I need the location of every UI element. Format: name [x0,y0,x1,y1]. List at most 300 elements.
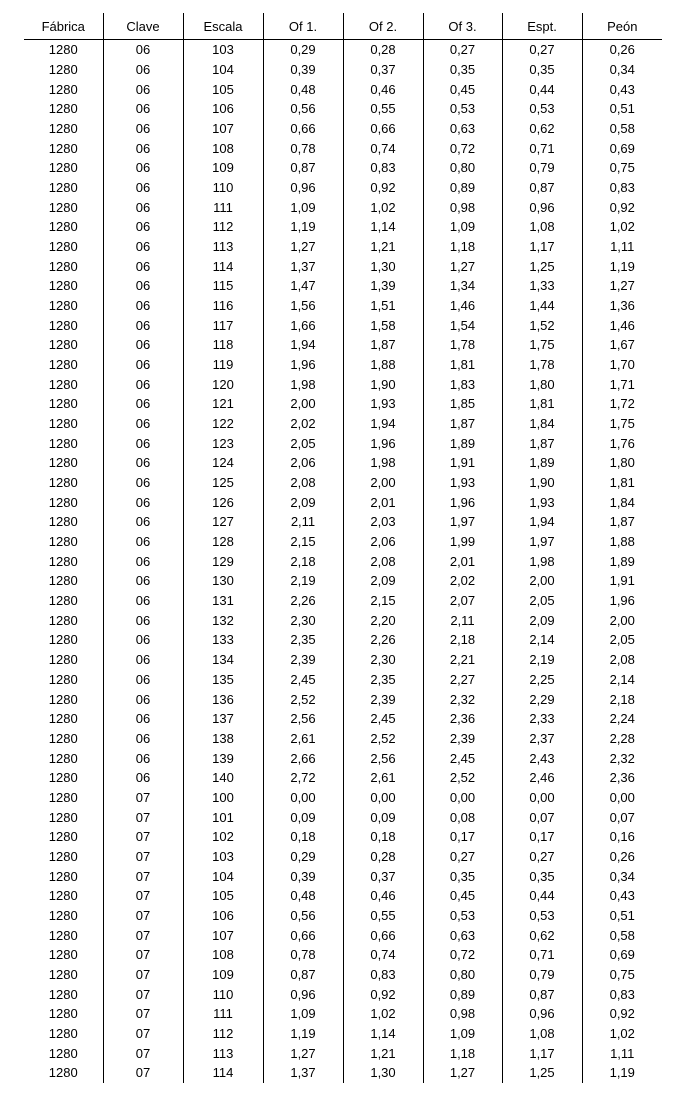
cell-escala: 110 [183,984,263,1004]
wage-scale-table [24,13,662,1083]
cell-peon: 0,69 [582,138,662,158]
cell-clave: 07 [103,1063,183,1083]
cell-of1: 0,00 [263,788,343,808]
cell-fabrica: 1280 [48,101,78,117]
cell-peon: 1,71 [582,374,662,394]
cell-espt: 0,87 [502,178,582,198]
cell-of1: 0,18 [263,827,343,847]
cell-of3: 1,93 [423,473,502,493]
table-row [24,158,662,178]
cell-espt: 1,17 [502,1043,582,1063]
cell-espt: 1,89 [502,453,582,473]
cell-fabrica: 1280 [48,357,78,373]
cell-of2: 0,55 [343,906,423,926]
cell-of1: 0,66 [263,119,343,139]
cell-of3: 0,63 [423,119,502,139]
table-row [24,119,662,139]
cell-of3: 1,78 [423,335,502,355]
cell-clave: 06 [103,670,183,690]
cell-fabrica: 1280 [48,868,78,884]
cell-of3: 1,27 [423,256,502,276]
cell-escala: 123 [183,433,263,453]
cell-clave: 06 [103,709,183,729]
cell-peon: 0,00 [582,788,662,808]
cell-escala: 102 [183,827,263,847]
cell-escala: 114 [183,256,263,276]
cell-escala: 112 [183,217,263,237]
table-row [24,788,662,808]
cell-peon: 1,11 [582,237,662,257]
cell-espt: 0,27 [502,40,582,60]
cell-of3: 0,72 [423,945,502,965]
cell-of2: 0,09 [343,807,423,827]
cell-espt: 0,62 [502,119,582,139]
cell-fabrica: 1280 [48,789,78,805]
cell-of1: 0,29 [263,40,343,60]
cell-fabrica: 1280 [48,1065,78,1081]
cell-fabrica: 1280 [48,239,78,255]
cell-of1: 0,87 [263,158,343,178]
cell-of1: 1,96 [263,355,343,375]
cell-espt: 1,94 [502,512,582,532]
cell-of3: 1,34 [423,276,502,296]
column-header-fabrica: Fábrica [24,13,103,40]
cell-escala: 136 [183,689,263,709]
cell-clave: 06 [103,414,183,434]
cell-fabrica: 1280 [48,848,78,864]
cell-of2: 2,30 [343,650,423,670]
cell-of3: 0,35 [423,866,502,886]
cell-of3: 1,96 [423,492,502,512]
cell-fabrica: 1280 [48,278,78,294]
cell-espt: 0,87 [502,984,582,1004]
cell-of2: 1,21 [343,237,423,257]
cell-of1: 2,26 [263,591,343,611]
cell-escala: 124 [183,453,263,473]
cell-espt: 2,14 [502,630,582,650]
table-header [24,13,662,40]
cell-escala: 111 [183,1004,263,1024]
cell-of3: 1,99 [423,532,502,552]
cell-clave: 07 [103,847,183,867]
cell-fabrica: 1280 [48,966,78,982]
cell-peon: 0,69 [582,945,662,965]
cell-fabrica: 1280 [48,1006,78,1022]
cell-peon: 0,75 [582,965,662,985]
cell-of1: 2,06 [263,453,343,473]
table-row [24,256,662,276]
cell-peon: 2,36 [582,768,662,788]
cell-fabrica: 1280 [48,691,78,707]
cell-espt: 1,33 [502,276,582,296]
cell-of1: 2,09 [263,492,343,512]
table-body [24,40,662,1083]
cell-clave: 06 [103,729,183,749]
cell-espt: 2,29 [502,689,582,709]
cell-peon: 1,70 [582,355,662,375]
cell-peon: 1,89 [582,551,662,571]
column-header-of2: Of 2. [343,13,423,40]
cell-of1: 2,02 [263,414,343,434]
cell-clave: 06 [103,453,183,473]
cell-fabrica: 1280 [48,593,78,609]
cell-of1: 1,27 [263,1043,343,1063]
cell-fabrica: 1280 [48,514,78,530]
cell-of2: 0,37 [343,60,423,80]
cell-of1: 2,39 [263,650,343,670]
table-row [24,433,662,453]
cell-escala: 139 [183,748,263,768]
cell-espt: 1,97 [502,532,582,552]
cell-of1: 2,00 [263,394,343,414]
cell-fabrica: 1280 [48,986,78,1002]
cell-of2: 1,51 [343,296,423,316]
table-row [24,473,662,493]
cell-of3: 2,18 [423,630,502,650]
cell-of3: 2,39 [423,729,502,749]
cell-espt: 0,35 [502,60,582,80]
cell-peon: 0,51 [582,99,662,119]
cell-peon: 0,92 [582,197,662,217]
cell-espt: 1,98 [502,551,582,571]
cell-of3: 1,54 [423,315,502,335]
cell-espt: 0,53 [502,99,582,119]
cell-escala: 104 [183,60,263,80]
cell-of3: 2,27 [423,670,502,690]
cell-espt: 1,81 [502,394,582,414]
cell-fabrica: 1280 [48,612,78,628]
cell-peon: 0,34 [582,60,662,80]
cell-of3: 0,80 [423,965,502,985]
table-row [24,847,662,867]
cell-of2: 2,39 [343,689,423,709]
cell-of2: 1,39 [343,276,423,296]
cell-clave: 06 [103,610,183,630]
cell-clave: 06 [103,571,183,591]
cell-of1: 0,56 [263,99,343,119]
cell-of3: 2,07 [423,591,502,611]
cell-espt: 1,80 [502,374,582,394]
cell-clave: 06 [103,433,183,453]
column-header-of3: Of 3. [423,13,502,40]
cell-clave: 06 [103,768,183,788]
cell-clave: 06 [103,591,183,611]
cell-peon: 2,28 [582,729,662,749]
cell-clave: 06 [103,492,183,512]
cell-of1: 0,48 [263,886,343,906]
table-row [24,414,662,434]
table-row [24,630,662,650]
cell-escala: 112 [183,1024,263,1044]
cell-peon: 1,67 [582,335,662,355]
table-row [24,315,662,335]
cell-of3: 2,21 [423,650,502,670]
cell-peon: 1,19 [582,1063,662,1083]
cell-of2: 1,87 [343,335,423,355]
cell-of1: 0,96 [263,178,343,198]
header-row [24,13,662,40]
cell-clave: 06 [103,355,183,375]
cell-espt: 1,93 [502,492,582,512]
table-row [24,1063,662,1083]
cell-clave: 06 [103,532,183,552]
cell-fabrica: 1280 [48,652,78,668]
cell-fabrica: 1280 [48,888,78,904]
cell-espt: 0,17 [502,827,582,847]
cell-of2: 2,06 [343,532,423,552]
cell-fabrica: 1280 [48,730,78,746]
cell-of3: 0,80 [423,158,502,178]
cell-of2: 0,28 [343,40,423,60]
cell-peon: 1,19 [582,256,662,276]
table-row [24,906,662,926]
cell-espt: 2,37 [502,729,582,749]
cell-escala: 109 [183,158,263,178]
cell-of2: 0,46 [343,79,423,99]
cell-peon: 0,07 [582,807,662,827]
cell-fabrica: 1280 [48,671,78,687]
cell-peon: 0,83 [582,984,662,1004]
cell-espt: 0,44 [502,886,582,906]
cell-peon: 2,14 [582,670,662,690]
cell-clave: 07 [103,886,183,906]
cell-of3: 0,27 [423,847,502,867]
cell-of1: 1,27 [263,237,343,257]
table-row [24,709,662,729]
cell-clave: 07 [103,866,183,886]
table-row [24,768,662,788]
cell-of2: 0,83 [343,965,423,985]
table-row [24,748,662,768]
cell-of3: 1,91 [423,453,502,473]
cell-of1: 0,09 [263,807,343,827]
cell-of2: 2,56 [343,748,423,768]
table-row [24,827,662,847]
cell-espt: 2,00 [502,571,582,591]
cell-of1: 2,66 [263,748,343,768]
cell-of1: 2,11 [263,512,343,532]
cell-escala: 103 [183,40,263,60]
cell-of3: 0,45 [423,79,502,99]
cell-of1: 2,72 [263,768,343,788]
cell-of3: 0,00 [423,788,502,808]
cell-of1: 2,18 [263,551,343,571]
cell-peon: 1,80 [582,453,662,473]
cell-of2: 2,61 [343,768,423,788]
cell-peon: 1,75 [582,414,662,434]
cell-of3: 0,35 [423,60,502,80]
cell-espt: 1,17 [502,237,582,257]
cell-peon: 0,92 [582,1004,662,1024]
cell-clave: 06 [103,237,183,257]
cell-peon: 1,46 [582,315,662,335]
cell-fabrica: 1280 [48,770,78,786]
table-row [24,650,662,670]
cell-clave: 06 [103,512,183,532]
cell-of1: 2,15 [263,532,343,552]
cell-of2: 2,35 [343,670,423,690]
cell-of2: 2,26 [343,630,423,650]
cell-clave: 07 [103,827,183,847]
cell-of1: 1,66 [263,315,343,335]
cell-fabrica: 1280 [48,907,78,923]
cell-clave: 06 [103,296,183,316]
cell-espt: 0,00 [502,788,582,808]
cell-of2: 2,45 [343,709,423,729]
cell-espt: 0,44 [502,79,582,99]
cell-of1: 1,09 [263,1004,343,1024]
cell-espt: 0,79 [502,965,582,985]
cell-of3: 2,45 [423,748,502,768]
cell-clave: 06 [103,630,183,650]
cell-peon: 2,32 [582,748,662,768]
cell-escala: 110 [183,178,263,198]
cell-of3: 0,45 [423,886,502,906]
cell-of2: 0,00 [343,788,423,808]
cell-fabrica: 1280 [48,1045,78,1061]
cell-escala: 114 [183,1063,263,1083]
cell-fabrica: 1280 [48,1025,78,1041]
cell-of2: 1,90 [343,374,423,394]
cell-escala: 103 [183,847,263,867]
cell-of1: 2,19 [263,571,343,591]
cell-escala: 130 [183,571,263,591]
cell-of3: 1,27 [423,1063,502,1083]
cell-peon: 1,96 [582,591,662,611]
cell-clave: 07 [103,965,183,985]
cell-espt: 1,52 [502,315,582,335]
table-row [24,925,662,945]
cell-of2: 0,66 [343,119,423,139]
cell-fabrica: 1280 [48,711,78,727]
cell-fabrica: 1280 [48,121,78,137]
cell-clave: 06 [103,79,183,99]
cell-fabrica: 1280 [48,376,78,392]
cell-fabrica: 1280 [48,298,78,314]
table-row [24,237,662,257]
cell-of1: 0,29 [263,847,343,867]
cell-peon: 0,26 [582,40,662,60]
column-header-escala: Escala [183,13,263,40]
cell-clave: 06 [103,650,183,670]
cell-escala: 127 [183,512,263,532]
cell-of3: 0,89 [423,178,502,198]
cell-escala: 107 [183,925,263,945]
cell-escala: 115 [183,276,263,296]
cell-fabrica: 1280 [48,494,78,510]
cell-clave: 07 [103,1024,183,1044]
cell-clave: 06 [103,551,183,571]
table-row [24,1004,662,1024]
table-row [24,1024,662,1044]
cell-fabrica: 1280 [48,42,78,58]
cell-escala: 101 [183,807,263,827]
cell-clave: 07 [103,906,183,926]
cell-of2: 0,92 [343,178,423,198]
cell-escala: 105 [183,886,263,906]
cell-fabrica: 1280 [48,829,78,845]
cell-clave: 06 [103,394,183,414]
cell-escala: 126 [183,492,263,512]
cell-of2: 1,30 [343,1063,423,1083]
cell-of1: 0,56 [263,906,343,926]
cell-of1: 2,56 [263,709,343,729]
cell-of1: 1,47 [263,276,343,296]
table-row [24,335,662,355]
cell-clave: 07 [103,945,183,965]
cell-fabrica: 1280 [48,632,78,648]
cell-of3: 0,27 [423,40,502,60]
cell-of3: 2,11 [423,610,502,630]
cell-espt: 0,62 [502,925,582,945]
cell-of2: 1,58 [343,315,423,335]
cell-espt: 2,43 [502,748,582,768]
cell-escala: 128 [183,532,263,552]
cell-of2: 0,46 [343,886,423,906]
cell-escala: 104 [183,866,263,886]
cell-clave: 06 [103,119,183,139]
cell-clave: 07 [103,984,183,1004]
cell-peon: 2,05 [582,630,662,650]
cell-clave: 07 [103,1043,183,1063]
cell-of3: 1,18 [423,237,502,257]
cell-of3: 1,18 [423,1043,502,1063]
cell-peon: 0,43 [582,79,662,99]
cell-of2: 0,18 [343,827,423,847]
table-row [24,689,662,709]
cell-of2: 1,93 [343,394,423,414]
cell-escala: 132 [183,610,263,630]
cell-of1: 2,30 [263,610,343,630]
cell-clave: 06 [103,217,183,237]
cell-espt: 1,25 [502,256,582,276]
cell-escala: 125 [183,473,263,493]
table-row [24,610,662,630]
table-row [24,512,662,532]
table-row [24,296,662,316]
cell-of3: 1,46 [423,296,502,316]
cell-fabrica: 1280 [48,809,78,825]
cell-escala: 111 [183,197,263,217]
cell-peon: 0,16 [582,827,662,847]
cell-clave: 06 [103,335,183,355]
cell-escala: 106 [183,906,263,926]
cell-clave: 06 [103,748,183,768]
cell-of3: 1,89 [423,433,502,453]
cell-of2: 1,30 [343,256,423,276]
cell-escala: 119 [183,355,263,375]
table-row [24,492,662,512]
cell-escala: 113 [183,237,263,257]
cell-peon: 0,34 [582,866,662,886]
cell-fabrica: 1280 [48,317,78,333]
cell-fabrica: 1280 [48,553,78,569]
cell-peon: 1,87 [582,512,662,532]
cell-of1: 2,05 [263,433,343,453]
cell-of3: 0,72 [423,138,502,158]
cell-peon: 1,72 [582,394,662,414]
cell-of2: 0,92 [343,984,423,1004]
cell-fabrica: 1280 [48,534,78,550]
cell-peon: 0,26 [582,847,662,867]
cell-escala: 113 [183,1043,263,1063]
table-row [24,551,662,571]
cell-espt: 1,08 [502,1024,582,1044]
cell-clave: 06 [103,60,183,80]
cell-of3: 1,87 [423,414,502,434]
cell-of3: 1,09 [423,217,502,237]
cell-of2: 2,09 [343,571,423,591]
